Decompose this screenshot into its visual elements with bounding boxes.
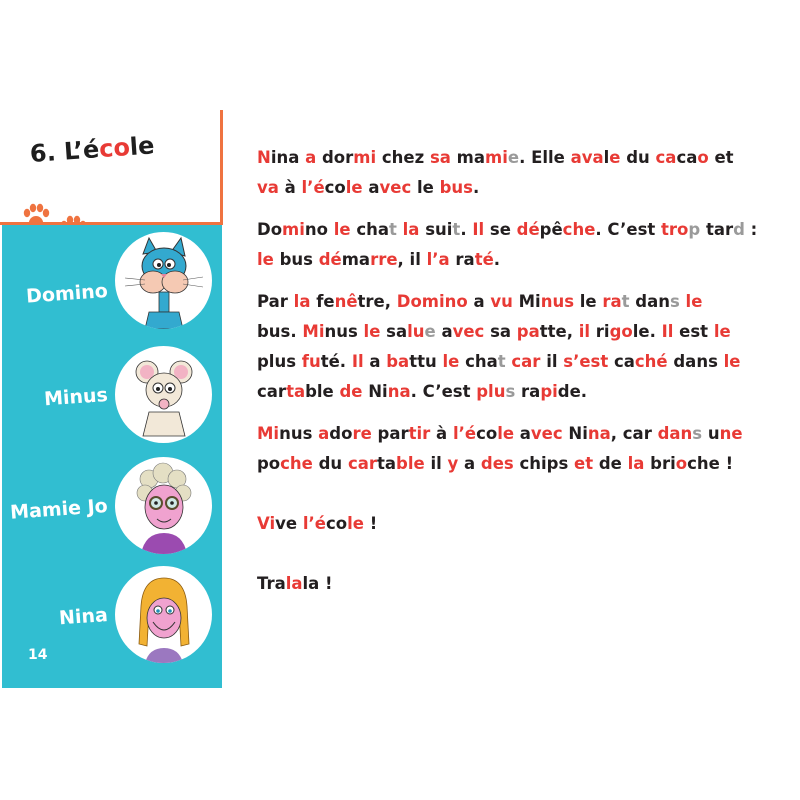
text-segment: à: [284, 178, 302, 197]
silent-letter: d: [733, 220, 745, 239]
story-paragraph: [257, 215, 777, 275]
text-segment: car: [257, 382, 287, 401]
silent-letter: t: [621, 292, 630, 311]
text-segment: na: [276, 148, 306, 167]
text-segment: nus: [324, 322, 364, 341]
highlighted-syllable: dan: [657, 424, 693, 443]
text-segment: il: [546, 352, 564, 371]
character-domino: [0, 232, 220, 332]
title-syllable: co: [98, 133, 131, 164]
text-segment: .: [493, 250, 501, 269]
highlighted-syllable: la: [402, 220, 426, 239]
character-name: Mamie Jo: [9, 495, 109, 524]
silent-letter: t: [452, 220, 461, 239]
text-segment: . C’est: [595, 220, 662, 239]
text-segment: nus: [279, 424, 319, 443]
highlighted-syllable: de: [339, 382, 369, 401]
text-segment: che !: [687, 454, 734, 473]
text-segment: du: [318, 454, 348, 473]
highlighted-syllable: tir: [408, 424, 437, 443]
text-segment: co: [324, 178, 346, 197]
highlighted-syllable: la: [627, 454, 651, 473]
character-name: Domino: [25, 280, 109, 308]
highlighted-syllable: dé: [318, 250, 342, 269]
text-segment: :: [744, 220, 758, 239]
highlighted-syllable: l’é: [302, 514, 326, 533]
chapter-number: 6.: [29, 138, 57, 168]
story-line: [257, 173, 777, 203]
highlighted-syllable: l’a: [426, 250, 456, 269]
highlighted-syllable: la: [293, 292, 317, 311]
highlighted-syllable: a: [305, 148, 322, 167]
text-segment: de: [598, 454, 628, 473]
highlighted-syllable: le: [497, 424, 520, 443]
text-segment: Tra: [257, 574, 286, 593]
text-segment: à: [436, 424, 453, 443]
highlighted-syllable: na: [587, 424, 611, 443]
text-segment: cha: [356, 220, 389, 239]
highlighted-syllable: le: [713, 322, 731, 341]
silent-letter: s: [669, 292, 680, 311]
story-line: [257, 569, 777, 599]
highlighted-syllable: pi: [540, 382, 558, 401]
text-segment: ble: [305, 382, 340, 401]
text-segment: . Elle: [519, 148, 571, 167]
highlighted-syllable: ta: [286, 382, 306, 401]
text-segment: le.: [632, 322, 662, 341]
text-segment: cha: [465, 352, 498, 371]
text-segment: tre,: [357, 292, 397, 311]
text-segment: chez: [376, 148, 430, 167]
text-segment: sa: [386, 322, 408, 341]
highlighted-syllable: fu: [301, 352, 321, 371]
girl-icon: [115, 566, 212, 663]
text-segment: té.: [320, 352, 352, 371]
story-line: [257, 377, 777, 407]
highlighted-syllable: che: [280, 454, 319, 473]
text-segment: tte,: [539, 322, 579, 341]
text-segment: bus: [279, 250, 319, 269]
story-paragraph: [257, 509, 777, 539]
highlighted-syllable: l’é: [301, 178, 325, 197]
text-segment: Ni: [568, 424, 588, 443]
highlighted-syllable: car: [347, 454, 377, 473]
text-segment: no: [304, 220, 334, 239]
highlighted-syllable: des: [480, 454, 520, 473]
story-line: [257, 419, 777, 449]
highlighted-syllable: nus: [540, 292, 580, 311]
character-mamie-jo: [0, 457, 220, 557]
text-segment: Ni: [368, 382, 388, 401]
page-number: 14: [28, 647, 48, 663]
text-segment: .: [472, 178, 480, 197]
highlighted-syllable: car: [511, 352, 547, 371]
highlighted-syllable: che: [562, 220, 596, 239]
text-segment: .: [460, 220, 473, 239]
text-segment: le: [417, 178, 440, 197]
text-segment: sa: [490, 322, 517, 341]
text-segment: est: [679, 322, 714, 341]
text-segment: i: [270, 148, 277, 167]
mouse-icon: [115, 346, 212, 443]
text-segment: Mi: [518, 292, 541, 311]
silent-letter: e: [424, 322, 436, 341]
highlighted-syllable: re: [352, 424, 378, 443]
character-name: Nina: [58, 604, 109, 630]
story-line: [257, 215, 777, 245]
highlighted-syllable: sa: [429, 148, 457, 167]
text-segment: a: [368, 178, 380, 197]
story-paragraph: [257, 287, 777, 407]
text-segment: . C’est: [410, 382, 477, 401]
highlighted-syllable: l’é: [452, 424, 477, 443]
highlighted-syllable: le: [363, 322, 387, 341]
story-paragraph: [257, 419, 777, 479]
silent-letter: e: [507, 148, 520, 167]
text-segment: de.: [557, 382, 588, 401]
text-segment: co: [476, 424, 498, 443]
highlighted-syllable: lu: [407, 322, 425, 341]
highlighted-syllable: e: [609, 148, 621, 167]
text-segment: pê: [539, 220, 563, 239]
highlighted-syllable: le: [347, 514, 364, 533]
text-segment: ca: [676, 148, 698, 167]
highlighted-syllable: o: [675, 454, 688, 473]
text-segment: la !: [302, 574, 333, 593]
highlighted-syllable: ava: [570, 148, 604, 167]
title-syllable: le: [128, 131, 156, 161]
text-segment: u: [702, 424, 720, 443]
highlighted-syllable: ché: [634, 352, 674, 371]
text-segment: Do: [257, 220, 283, 239]
highlighted-syllable: le: [723, 352, 741, 371]
highlighted-syllable: le: [442, 352, 466, 371]
highlighted-syllable: s’est: [563, 352, 614, 371]
text-segment: sui: [425, 220, 453, 239]
text-segment: l: [603, 148, 610, 167]
text-segment: !: [363, 514, 378, 533]
chapter-title: [29, 131, 155, 168]
highlighted-syllable: rre: [370, 250, 398, 269]
text-segment: dans: [673, 352, 724, 371]
text-segment: il: [430, 454, 448, 473]
silent-letter: s: [692, 424, 703, 443]
text-segment: tar: [700, 220, 734, 239]
text-segment: Par: [257, 292, 294, 311]
silent-letter: t: [389, 220, 397, 239]
text-segment: ra: [455, 250, 475, 269]
text-segment: par: [377, 424, 409, 443]
text-segment: co: [325, 514, 348, 533]
text-segment: le: [579, 292, 603, 311]
story-line: [257, 509, 777, 539]
highlighted-syllable: dé: [516, 220, 540, 239]
highlighted-syllable: ble: [396, 454, 431, 473]
text-segment: a: [435, 322, 453, 341]
story-paragraph: [257, 569, 777, 599]
text-segment: a: [464, 454, 481, 473]
highlighted-syllable: mi: [353, 148, 377, 167]
text-segment: ri: [595, 322, 610, 341]
highlighted-syllable: et: [574, 454, 599, 473]
title-frame-vertical: [220, 110, 223, 225]
highlighted-syllable: Mi: [257, 424, 280, 443]
text-segment: do: [329, 424, 353, 443]
story-line: [257, 449, 777, 479]
highlighted-syllable: Vi: [257, 514, 276, 533]
text-segment: po: [257, 454, 281, 473]
story-line: [257, 317, 777, 347]
highlighted-syllable: ca: [655, 148, 677, 167]
story-line: [257, 143, 777, 173]
highlighted-syllable: ba: [386, 352, 410, 371]
text-segment: a: [467, 292, 491, 311]
cat-icon: [115, 232, 212, 329]
text-segment: ve: [275, 514, 303, 533]
highlighted-syllable: la: [285, 574, 303, 593]
highlighted-syllable: y: [447, 454, 464, 473]
title-syllable: L’é: [63, 135, 101, 166]
text-segment: ca: [613, 352, 635, 371]
text-segment: du: [620, 148, 656, 167]
text-segment: ra: [515, 382, 541, 401]
character-name: Minus: [43, 384, 109, 411]
highlighted-syllable: no: [444, 292, 468, 311]
highlighted-syllable: a: [318, 424, 330, 443]
grandma-icon: [115, 457, 212, 554]
highlighted-syllable: vu: [490, 292, 519, 311]
text-segment: , il: [397, 250, 427, 269]
text-segment: a: [369, 352, 387, 371]
highlighted-syllable: plu: [476, 382, 506, 401]
text-segment: bus.: [257, 322, 303, 341]
text-segment: ma: [456, 148, 485, 167]
text-segment: bri: [650, 454, 676, 473]
character-minus: [0, 346, 220, 446]
chapter-title-word: [63, 131, 155, 165]
highlighted-syllable: Il: [472, 220, 490, 239]
highlighted-syllable: ra: [602, 292, 622, 311]
highlighted-syllable: vec: [530, 424, 569, 443]
text-segment: dan: [629, 292, 670, 311]
highlighted-syllable: mi: [485, 148, 508, 167]
highlighted-syllable: mi: [282, 220, 305, 239]
silent-letter: p: [688, 220, 701, 239]
highlighted-syllable: té: [474, 250, 494, 269]
text-segment: , car: [610, 424, 658, 443]
highlighted-syllable: nê: [334, 292, 358, 311]
highlighted-syllable: go: [609, 322, 633, 341]
highlighted-syllable: le: [685, 292, 703, 311]
text-segment: se: [489, 220, 517, 239]
silent-letter: s: [505, 382, 516, 401]
text-segment: plus: [257, 352, 302, 371]
highlighted-syllable: va: [257, 178, 285, 197]
highlighted-syllable: Il: [351, 352, 370, 371]
highlighted-syllable: Mi: [302, 322, 325, 341]
highlighted-syllable: le: [257, 250, 280, 269]
highlighted-syllable: vec: [379, 178, 417, 197]
highlighted-syllable: tro: [661, 220, 689, 239]
silent-letter: t: [497, 352, 506, 371]
text-segment: a: [519, 424, 531, 443]
story-line: [257, 347, 777, 377]
highlighted-syllable: vec: [452, 322, 491, 341]
highlighted-syllable: Domi: [396, 292, 445, 311]
text-segment: ta: [377, 454, 397, 473]
story-paragraph: [257, 143, 777, 203]
story-line: [257, 245, 777, 275]
highlighted-syllable: le: [333, 220, 357, 239]
highlighted-syllable: le: [345, 178, 369, 197]
text-segment: ma: [341, 250, 371, 269]
highlighted-syllable: ne: [719, 424, 743, 443]
highlighted-syllable: N: [257, 148, 271, 167]
highlighted-syllable: bus: [439, 178, 473, 197]
text-segment: dor: [322, 148, 354, 167]
text-segment: ttu: [409, 352, 443, 371]
highlighted-syllable: na: [387, 382, 411, 401]
story-text: [257, 143, 777, 599]
highlighted-syllable: Il: [661, 322, 680, 341]
text-segment: fe: [316, 292, 335, 311]
highlighted-syllable: o: [697, 148, 709, 167]
text-segment: chips: [519, 454, 575, 473]
highlighted-syllable: pa: [516, 322, 540, 341]
story-line: [257, 287, 777, 317]
highlighted-syllable: il: [578, 322, 596, 341]
text-segment: et: [708, 148, 734, 167]
